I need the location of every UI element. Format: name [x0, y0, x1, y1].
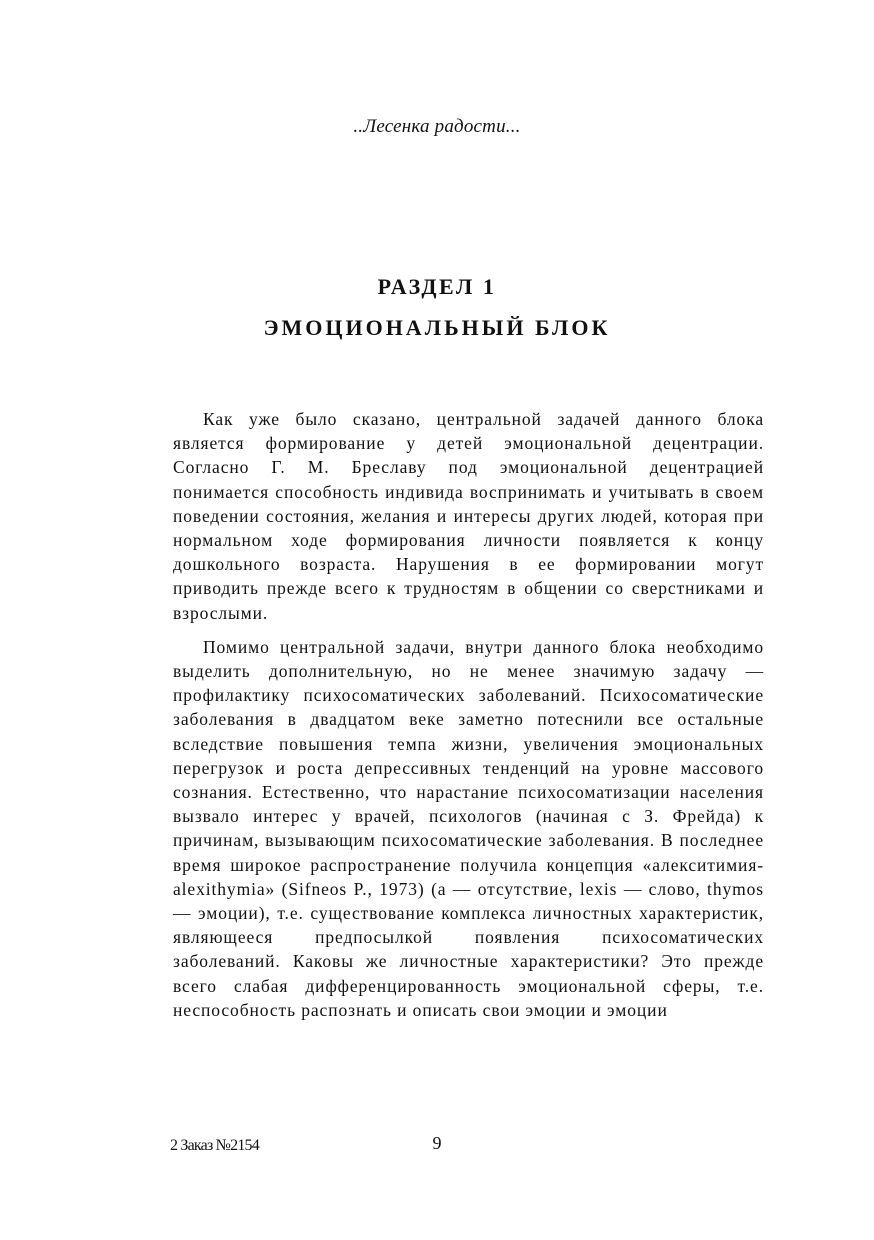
section-number: РАЗДЕЛ 1: [377, 274, 497, 299]
printer-signature: 2 Заказ №2154: [170, 1137, 259, 1154]
paragraph-1: Как уже было сказано, центральной задачей данного блока является формирование у детей эмоциональной децентрации. Согласно Г. М. Бреславу под эмоциональной децентрацией понимается способность индивида воспринимать и учитывать в своем поведении состояния, желания и интересы других людей, которая при нормальном ходе формирования личности появляется к концу дошкольного возраста. Нарушения в ее формировании могут приводить прежде всего к трудностям в общении со сверстниками и взрослыми.: [173, 409, 764, 623]
section-title: ЭМОЦИОНАЛЬНЫЙ БЛОК: [263, 315, 611, 340]
paragraph-2: Помимо центральной задачи, внутри данного блока необходимо выделить дополнительную, но не менее значимую задачу — профилактику психосоматических заболеваний. Психосоматические заболевания в двадцатом веке заметно потеснили все остальные вследствие повышения темпа жизни, увеличения эмоциональных перегрузок и роста депрессивных тенденций на уровне массового сознания. Естественно, что нарастание психосоматизации населения вызвало интерес у врачей, психологов (начиная с З. Фрейда) к причинам, вызывающим психосоматические заболевания. В последнее время широкое распространение получила концепция «алекситимия-alexithymia» (Sifneos P., 1973) (а — отсутствие, lexis — слово, thymos — эмоции), т.е. существование комплекса личностных характеристик, являющееся предпосылкой появления психосоматических заболеваний. Каковы же личностные характеристики? Это прежде всего слабая дифференцированность эмоциональной сферы, т.е. неспособность распознать и описать свои эмоции и эмоции: [173, 636, 764, 1020]
body-text: [173, 407, 764, 1022]
running-head: ..Лесенка радости...: [353, 116, 521, 137]
page-number: 9: [432, 1133, 442, 1153]
